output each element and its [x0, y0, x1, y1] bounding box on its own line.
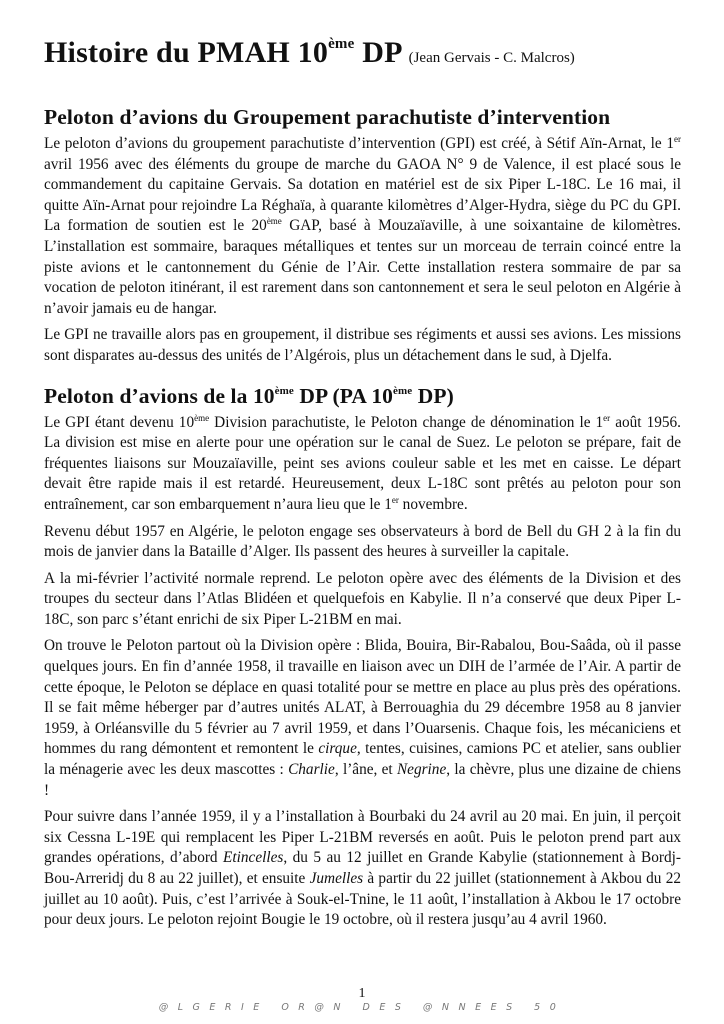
page-title: Histoire du PMAH 10ème DP: [44, 36, 403, 69]
document-body: [44, 104, 681, 937]
paragraph: Le GPI ne travaille alors pas en groupement, il distribue ses régiments et aussi ses avions. Les missions sont disparates au-dessus des unités de l’Algérois, plus un détachement dans le sud, à Djelfa.: [44, 326, 681, 364]
paragraph: Le peloton d’avions du groupement parachutiste d’intervention (GPI) est créé, à Sétif Aïn-Arnat, le 1er avril 1956 avec des éléments du groupe de marche du GAOA N° 9 de Valence, il est placé sous le commandement du capitaine Gervais. Sa dotation en matériel est de six Piper L-18C. Le 16 mai, il quitte Aïn-Arnat pour rejoindre La Réghaïa, à quarante kilomètres d’Alger-Hydra, siège du PC du GPI. La formation de soutien est le 20ème GAP, basé à Mouzaïaville, à une soixantaine de kilomètres. L’installation est sommaire, baraques métalliques et tentes sur un morceau de terrain coincé entre la piste avions et le cantonnement du Génie de l’Air. Cette installation restera sommaire de par sa vocation de peloton itinérant, il est rarement dans son cantonnement et sera le seul peloton en Algérie à n’avoir jamais eu de hangar.: [44, 134, 681, 317]
paragraph: Revenu début 1957 en Algérie, le peloton engage ses observateurs à bord de Bell du GH 2 à la fin du mois de janvier dans la Bataille d’Alger. Ils passent des heures à surveiller la capitale.: [44, 522, 681, 561]
paragraph: On trouve le Peloton partout où la Division opère : Blida, Bouira, Bir-Rabalou, Bou-Saâda, où il passe quelques jours. En fin d’année 1958, il travaille en liaison avec un DIH de l’armée de l’Air. A partir de cette époque, le Peloton se déplace en quasi totalité pour se mettre en place au plus près des opérations. Il se fait même héberger par d’autres unités ALAT, à Berrouaghia du 29 décembre 1958 au 8 janvier 1959, à Orléansville du 5 février au 7 avril 1959, et dans l’Ouarsenis. Chaque fois, les mécaniciens et hommes du rang démontent et remontent le cirque, tentes, cuisines, camions PC et atelier, sans oublier la ménagerie avec les deux mascottes : Charlie, l’âne, et Negrine, la chèvre, plus une dizaine de chiens !: [44, 637, 681, 799]
section-heading-10dp: Peloton d’avions de la 10ème DP (PA 10ème DP): [44, 383, 454, 408]
authors-credit: (Jean Gervais - C. Malcros): [408, 50, 575, 66]
section-heading-gpi: Peloton d’avions du Groupement parachutiste d’intervention: [44, 105, 611, 129]
page-number: 1: [358, 986, 366, 1001]
paragraph: A la mi-février l’activité normale reprend. Le peloton opère avec des éléments de la Division et des troupes du secteur dans l’Atlas Blidéen et quelquefois en Kabylie. Il n’a conservé que deux Piper L-18C, son parc s’étant enrichi de six Piper L-21BM en mai.: [44, 569, 681, 628]
paragraph: Pour suivre dans l’année 1959, il y a l’installation à Bourbaki du 24 avril au 20 mai. En juin, il perçoit six Cessna L-19E qui remplacent les Piper L-21BM reversés en août. Puis le peloton prend part aux grandes opérations, d’abord Etincelles, du 5 au 12 juillet en Grande Kabylie (stationnement à Bordj-Bou-Arreridj du 8 au 22 juillet), et ensuite Jumelles à partir du 22 juillet (stationnement à Akbou du 22 juillet au 10 août). Puis, c’est l’arrivée à Souk-el-Tnine, le 11 août, l’installation à Akbou le 17 octobre pour deux jours. Le peloton rejoint Bougie le 19 octobre, où il restera jusqu’au 4 avril 1960.: [44, 808, 682, 929]
footer-text: @LGERIE OR@N DES @NNEES 50: [158, 1002, 566, 1013]
document-header: [44, 36, 684, 76]
paragraph: Le GPI étant devenu 10ème Division parachutiste, le Peloton change de dénomination le 1er août 1956. La division est mise en alerte pour une opération sur le canal de Suez. Le peloton se prépare, fait de fréquentes liaisons sur Mouzaïaville, peint ses avions couleur sable et les met en caisse. Le départ devait être rapide mais il est retardé. Heureusement, deux L-18C sont prêtés au peloton pour son entraînement, car son embarquement n’aura lieu que le 1er novembre.: [44, 412, 681, 513]
